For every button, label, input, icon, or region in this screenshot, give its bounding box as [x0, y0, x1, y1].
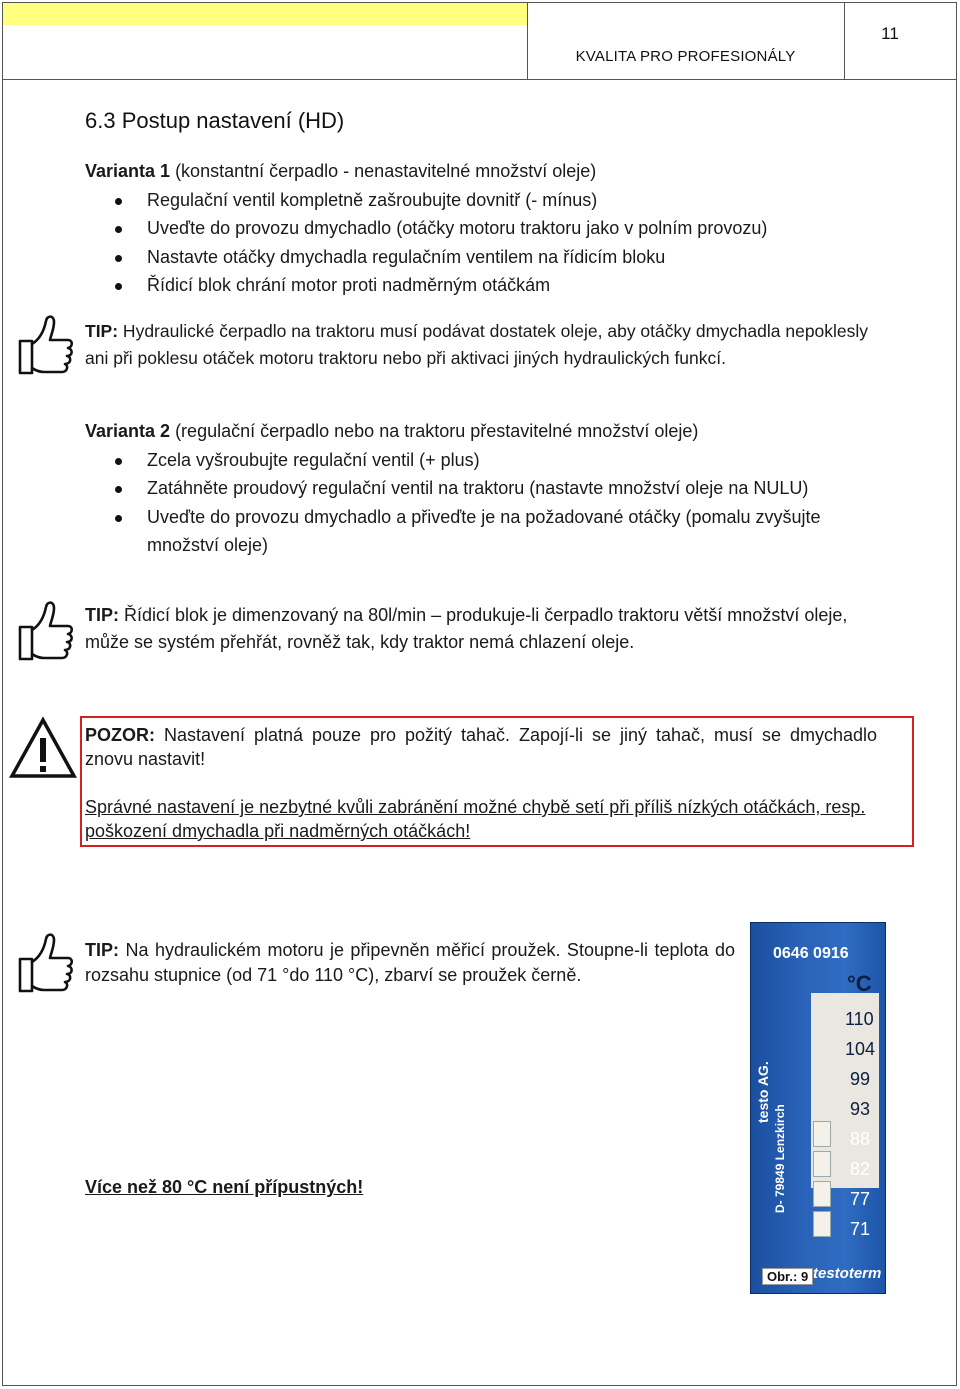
variant1-block [85, 157, 875, 300]
warning-text1 [85, 723, 877, 771]
variant2-heading [85, 417, 875, 446]
warning-icon [8, 716, 78, 780]
header-rule [3, 79, 527, 80]
list-item: Zatáhněte proudový regulační ventil na traktoru (nastavte množství oleje na NULU) [85, 474, 875, 503]
variant1-list [85, 186, 875, 300]
header-title-box [527, 3, 844, 80]
thumbs-up-icon [14, 597, 76, 663]
strip-patches [813, 1121, 831, 1371]
strip-unit: °C [847, 971, 872, 996]
variant1-desc: (konstantní čerpadlo - nenastavitelné množství oleje) [170, 161, 597, 181]
scale-label: 110 [845, 1009, 874, 1029]
temperature-strip-photo [750, 922, 886, 1294]
scale-label: 71 [850, 1219, 871, 1239]
variant2-list [85, 446, 875, 560]
variant2-label: Varianta 2 [85, 421, 171, 441]
tip2-text: Řídicí blok je dimenzovaný na 80l/min – produkuje-li čerpadlo traktoru větší množství oleje, může se systém přehřát, rovněž tak, kdy traktor nemá chlazení oleje. [85, 605, 848, 652]
figure-caption: Obr.: 9 [762, 1268, 813, 1285]
tip3-text: Na hydraulickém motoru je připevněn měřicí proužek. Stoupne-li teplota do rozsahu stupnice (od 71 °do 110 °C), zbarví se proužek černě. [85, 940, 735, 985]
variant1-heading [85, 157, 875, 186]
warning-message: Nastavení platná pouze pro požitý tahač. Zapojí-li se jiný tahač, musí se dmychadlo znovu nastavit! [85, 725, 877, 769]
strip-brand: testoterm [813, 1265, 882, 1282]
tip1 [85, 318, 875, 372]
thumbs-up-icon [14, 311, 76, 377]
scale-label: 82 [850, 1159, 871, 1179]
tip2 [85, 602, 885, 656]
warning-label: POZOR: [85, 725, 155, 745]
scale-label: 77 [850, 1189, 871, 1209]
list-item: Regulační ventil kompletně zašroubujte dovnitř (- mínus) [85, 186, 875, 215]
section-title: 6.3 Postup nastavení (HD) [85, 108, 345, 133]
list-item: Zcela vyšroubujte regulační ventil (+ plus) [85, 446, 875, 475]
strip-maker: testo AG. [755, 1061, 771, 1123]
page-number: 11 [881, 24, 899, 43]
scale-label: 88 [850, 1129, 871, 1149]
footer-note: Více než 80 °C není přípustných! [85, 1177, 364, 1197]
tip3 [85, 938, 735, 988]
tip3-label: TIP: [85, 940, 119, 960]
warning-note: Správné nastavení je nezbytné kvůli zabránění možné chybě setí při příliš nízkých otáčkách, resp. poškození dmychadla při nadměrných otáčkách! [85, 797, 866, 841]
warning-text2 [85, 795, 885, 843]
tip1-text: Hydraulické čerpadlo na traktoru musí podávat dostatek oleje, aby otáčky dmychadla nepoklesly ani při poklesu otáček motoru traktoru nebo při aktivaci jiných hydraulických funkcí. [85, 321, 869, 368]
header-band [3, 3, 527, 25]
scale-label: 99 [850, 1069, 871, 1089]
scale-label: 104 [845, 1039, 876, 1059]
tip2-label: TIP: [85, 605, 119, 625]
header-title: KVALITA PRO PROFESIONÁLY [575, 48, 796, 65]
list-item: Nastavte otáčky dmychadla regulačním ventilem na řídicím bloku [85, 243, 875, 272]
variant2-block [85, 417, 875, 560]
strip-code: 0646 0916 [773, 945, 849, 962]
tip1-label: TIP: [85, 321, 119, 341]
indicator-patch [813, 1211, 831, 1237]
variant2-desc: (regulační čerpadlo nebo na traktoru přestavitelné množství oleje) [170, 421, 699, 441]
indicator-patch [813, 1121, 831, 1147]
list-item: Uveďte do provozu dmychadlo (otáčky motoru traktoru jako v polním provozu) [85, 214, 875, 243]
indicator-patch [813, 1151, 831, 1177]
indicator-patch [813, 1181, 831, 1207]
variant1-label: Varianta 1 [85, 161, 171, 181]
list-item: Řídicí blok chrání motor proti nadměrným otáčkám [85, 271, 875, 300]
strip-address: D- 79849 Lenzkirch [773, 1104, 787, 1213]
list-item: Uveďte do provozu dmychadlo a přiveďte je na požadované otáčky (pomalu zvyšujte množství oleje) [85, 503, 875, 560]
scale-label: 93 [850, 1099, 871, 1119]
thumbs-up-icon [14, 929, 76, 995]
